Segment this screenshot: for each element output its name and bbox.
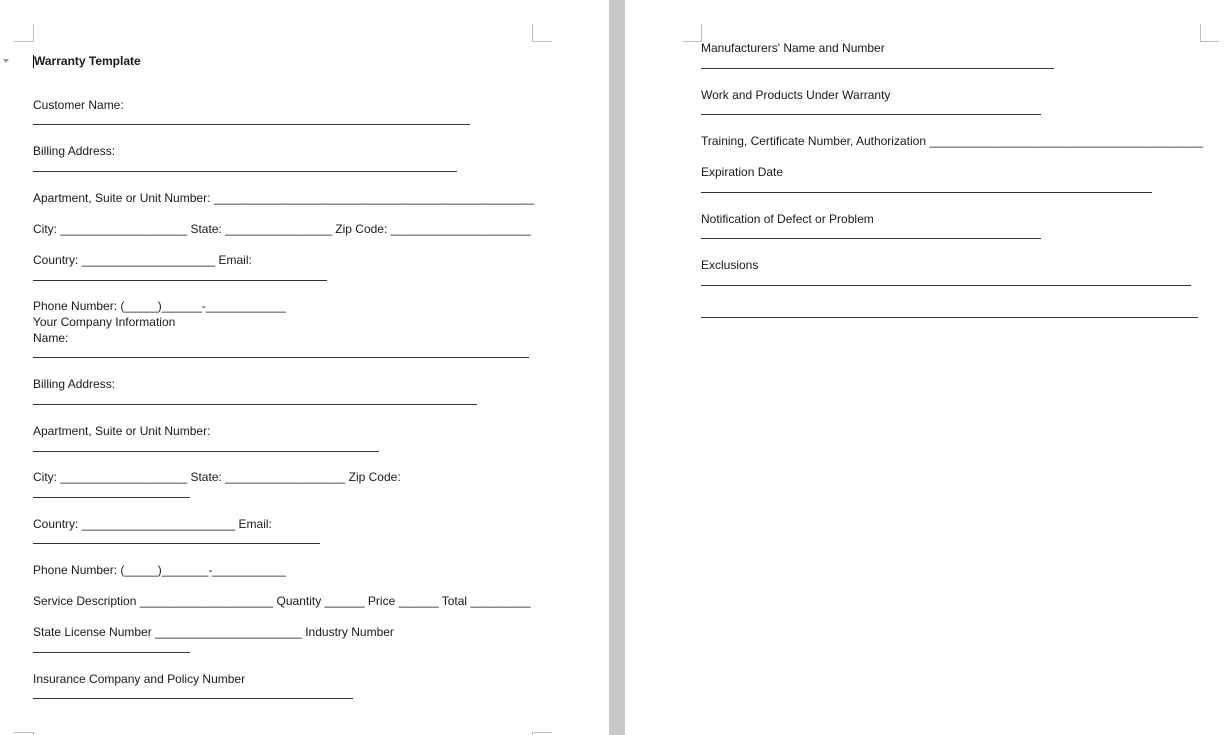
email-blank[interactable]: [33, 280, 327, 281]
notification-blank[interactable]: [701, 238, 1041, 239]
crop-mark-top-left-p2: [683, 24, 702, 42]
company-apartment-label[interactable]: Apartment, Suite or Unit Number:: [33, 424, 211, 438]
billing-address-label[interactable]: Billing Address:: [33, 144, 116, 158]
billing-address-blank[interactable]: [33, 171, 457, 172]
document-page-1[interactable]: [0, 0, 609, 735]
industry-number-blank[interactable]: [33, 652, 190, 653]
company-email-blank[interactable]: [33, 543, 320, 544]
phone-number-line[interactable]: Phone Number: (_____)______-____________: [33, 299, 286, 313]
company-apartment-blank[interactable]: [33, 451, 379, 452]
country-email-line[interactable]: Country: ____________________ Email:: [33, 253, 252, 267]
document-page-2[interactable]: [625, 0, 1230, 735]
city-state-zip-line[interactable]: City: ___________________ State: ________________ Zip Code: _____________________: [33, 222, 531, 236]
paragraph-marker-icon: [3, 59, 9, 63]
exclusions-blank-1[interactable]: [701, 285, 1191, 286]
expiration-blank[interactable]: [701, 192, 1152, 193]
work-products-blank[interactable]: [701, 114, 1041, 115]
company-zip-blank[interactable]: [33, 497, 190, 498]
company-name-blank[interactable]: [33, 357, 529, 358]
company-billing-blank[interactable]: [33, 404, 477, 405]
manufacturers-label[interactable]: Manufacturers' Name and Number: [701, 41, 885, 55]
document-title[interactable]: Warranty Template: [34, 54, 141, 68]
page-gap: [609, 0, 625, 735]
exclusions-blank-2[interactable]: [701, 317, 1198, 318]
customer-name-blank[interactable]: [33, 124, 470, 125]
manufacturers-blank[interactable]: [701, 68, 1054, 69]
company-info-heading[interactable]: Your Company Information: [33, 315, 176, 329]
training-line[interactable]: Training, Certificate Number, Authorization _________________________________________: [701, 134, 1203, 148]
crop-mark-top-right-p2: [1200, 24, 1219, 42]
company-country-line[interactable]: Country: _______________________ Email:: [33, 517, 272, 531]
crop-mark-top-left: [14, 24, 34, 42]
insurance-blank[interactable]: [33, 698, 353, 699]
company-phone-line[interactable]: Phone Number: (_____)_______-___________: [33, 563, 286, 577]
customer-name-label[interactable]: Customer Name:: [33, 98, 124, 112]
company-billing-label[interactable]: Billing Address:: [33, 377, 116, 391]
work-products-label[interactable]: Work and Products Under Warranty: [701, 88, 891, 102]
notification-label[interactable]: Notification of Defect or Problem: [701, 212, 874, 226]
expiration-label[interactable]: Expiration Date: [701, 165, 784, 179]
insurance-label[interactable]: Insurance Company and Policy Number: [33, 672, 246, 686]
exclusions-label[interactable]: Exclusions: [701, 258, 759, 272]
service-description-line[interactable]: Service Description ____________________ Quantity ______ Price ______ Total _________: [33, 594, 531, 608]
crop-mark-top-right: [532, 24, 552, 42]
license-industry-line[interactable]: State License Number ______________________ Industry Number: [33, 625, 394, 639]
company-name-label[interactable]: Name:: [33, 331, 69, 345]
company-city-line[interactable]: City: ___________________ State: __________________ Zip Code:: [33, 470, 401, 484]
apartment-line[interactable]: Apartment, Suite or Unit Number: ________________________________________________: [33, 191, 535, 205]
